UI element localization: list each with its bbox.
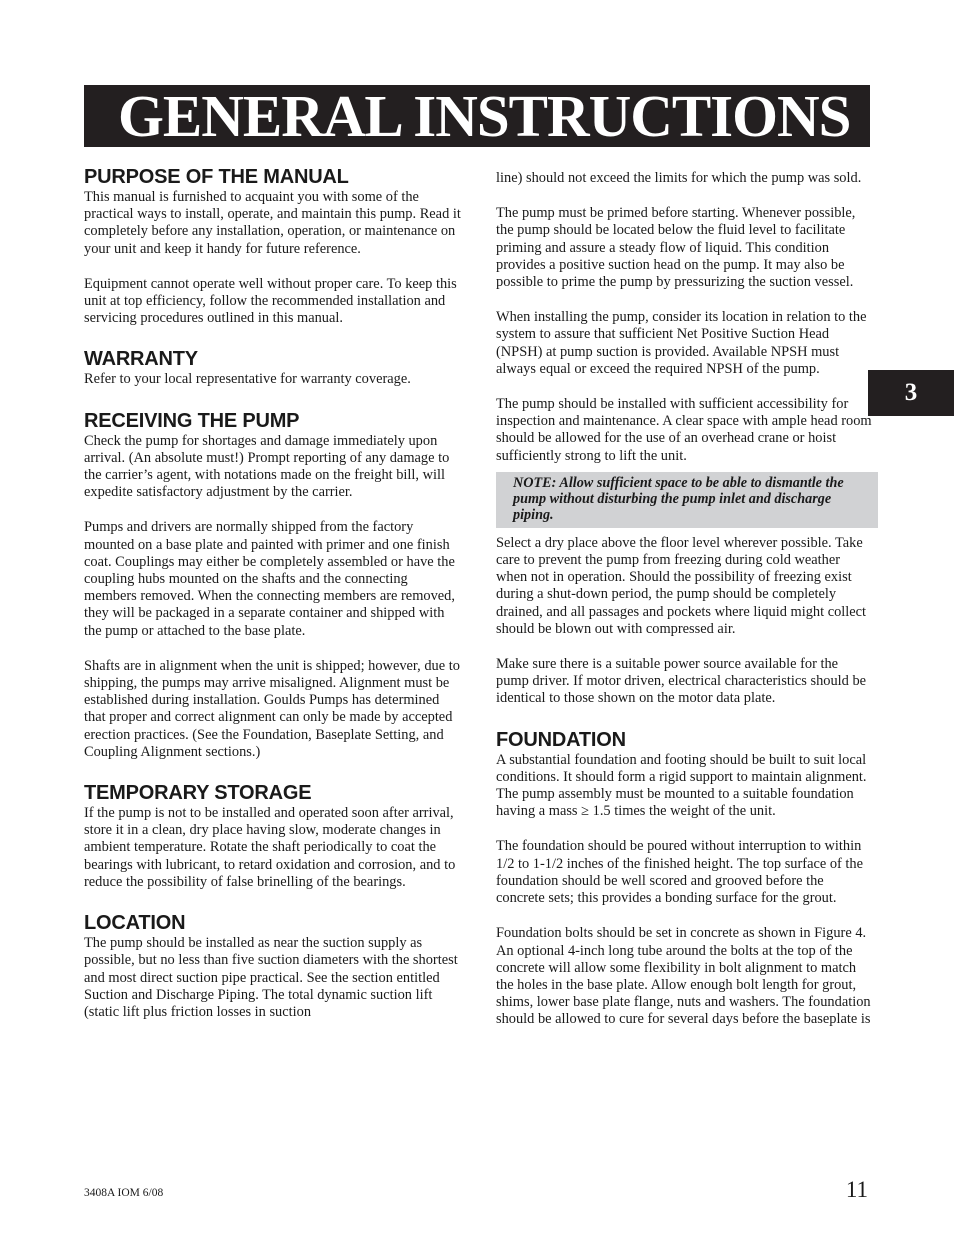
page-title: GENERAL INSTRUCTIONS [118,83,851,149]
foundation-paragraph-2: The foundation should be poured without interruption to within 1/2 to 1-1/2 inches of the finished height. The top surface of the foundation should be well scored and grooved before the concrete sets; this provides a bonding surface for the grout. [496,838,864,907]
location-paragraph-5: Select a dry place above the floor level wherever possible. Take care to prevent the pump from freezing during cold weather when not in operation. Should the possibility of freezing exist during a shut-down period, the pump should be completely drained, and all passages and pockets where liquid might collect should be blown out with compressed air. [496,534,867,637]
receiving-paragraph-2: Pumps and drivers are normally shipped from the factory mounted on a base plate and painted with primer and one finish coat. Couplings may either be completely assembled or have the coupling hubs mounted on the shafts and the connecting members removed. When the connecting members are removed, they will be packaged in a separate container and shipped with the pump or attached to the base plate. [84,519,455,639]
receiving-heading: RECEIVING THE PUMP [84,409,300,432]
storage-heading: TEMPORARY STORAGE [84,782,312,805]
title-banner [84,85,870,147]
location-paragraph-4: The pump should be installed with sufficient accessibility for inspection and maintenance. A clear space with ample head room should be allowed for the use of an overhead crane or hoist sufficiently strong to lift the unit. [496,396,872,464]
purpose-heading: PURPOSE OF THE MANUAL [84,166,349,188]
note-text: NOTE: Allow sufficient space to be able to dismantle the pump without disturbing the pump inlet and discharge piping. [513,474,844,523]
purpose-paragraph-1: This manual is furnished to acquaint you with some of the practical ways to install, operate, and maintain this pump. Read it completely before any installation, operation, or maintenance on your unit and keep it handy for future reference. [84,189,461,257]
purpose-paragraph-2: Equipment cannot operate well without proper care. To keep this unit at top efficiency, follow the recommended installation and servicing procedures outlined in this manual. [84,275,457,327]
location-paragraph-3: When installing the pump, consider its location in relation to the system to assure that sufficient Net Positive Suction Head (NPSH) at pump suction is provided. Available NPSH must always equal or exceed the required NPSH of the pump. [496,309,867,377]
page-number: 11 [845,1177,868,1202]
warranty-paragraph: Refer to your local representative for warranty coverage. [84,371,411,388]
left-column [84,165,464,1021]
receiving-paragraph-3: Shafts are in alignment when the unit is shipped; however, due to shipping, the pumps may arrive misaligned. Alignment must be established during installation. Goulds Pumps has determined that proper and correct alignment can only be made by accepted erection practices. (See the Foundation, Baseplate Setting, and Coupling Alignment sections.) [84,657,460,760]
storage-paragraph: If the pump is not to be installed and operated soon after arrival, store it in a clean, dry place having slow, moderate changes in ambient temperature. Rotate the shaft periodically to coat the bearings with lubricant, to retard oxidation and corrosion, and to reduce the possibility of false brinelling of the bearings. [84,805,456,890]
location-heading: LOCATION [84,912,186,935]
location-paragraph-1: The pump should be installed as near the suction supply as possible, but no less than five suction diameters with the shortest and most direct suction pipe practical. See the section entitled Suction and Discharge Piping. The total dynamic suction lift (static lift plus friction losses in suction [84,935,458,1020]
warranty-heading: WARRANTY [84,348,198,371]
location-paragraph-6: Make sure there is a suitable power source available for the pump driver. If motor driven, electrical characteristics should be identical to those shown on the motor data plate. [496,656,867,707]
note-box [496,472,878,528]
section-tab [868,370,954,416]
foundation-paragraph-1: A substantial foundation and footing should be built to suit local conditions. It should form a rigid support to maintain alignment. The pump assembly must be mounted to a suitable foundation having a mass ≥ 1.5 times the weight of the unit. [496,751,867,820]
section-tab-number: 3 [904,379,918,406]
receiving-paragraph-1: Check the pump for shortages and damage immediately upon arrival. (An absolute must!) Prompt reporting of any damage to the carrier’s agent, with notations made on the freight bill, will expedite satisfactory adjustment by the carrier. [84,432,450,501]
document-code: 3408A IOM 6/08 [84,1187,164,1199]
foundation-paragraph-3: Foundation bolts should be set in concrete as shown in Figure 4. An optional 4-inch long tube around the bolts at the top of the concrete will allow some flexibility in bolt alignment to match the holes in the base plate. Allow enough bolt length for grout, shims, lower base plate flange, nuts and washers. The foundation should be allowed to cure for several days before the baseplate is [496,925,871,1028]
right-column [496,170,874,1029]
location-paragraph-2: The pump must be primed before starting. Whenever possible, the pump should be located below the fluid level to facilitate priming and assure a steady flow of liquid. This condition provides a positive suction head on the pump. It may also be possible to prime the pump by pressurizing the suction vessel. [496,205,856,291]
location-paragraph-1-continued: line) should not exceed the limits for which the pump was sold. [496,170,862,186]
foundation-heading: FOUNDATION [496,728,626,751]
